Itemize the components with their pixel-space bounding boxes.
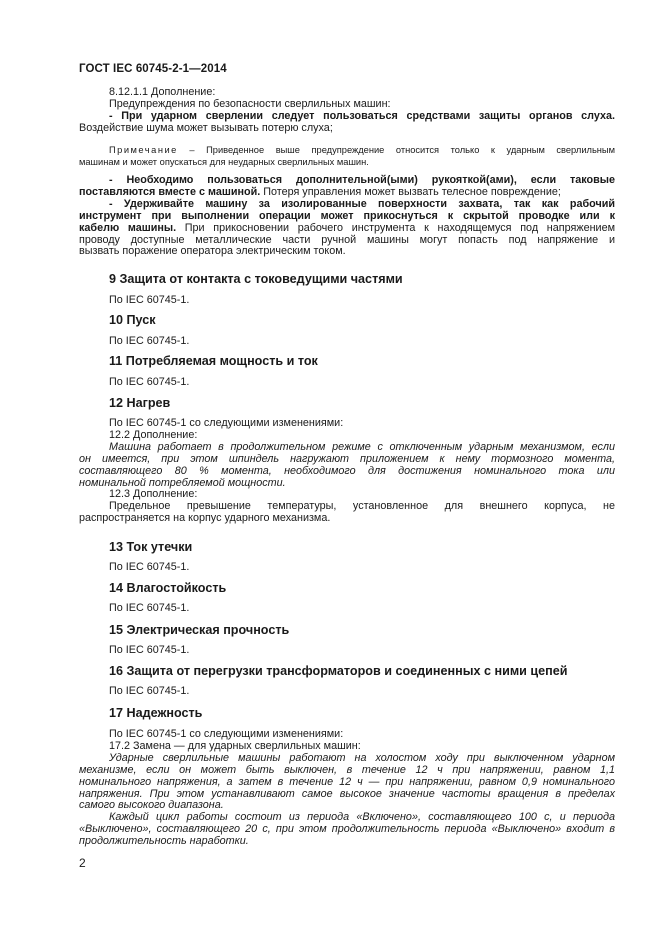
- hearing-warning: - При ударном сверлении следует пользоваться средствами защиты органов слуха.: [109, 109, 615, 122]
- clause-12-2-line-1: Машина работает в продолжительном режиме с отключенным ударным механизмом, если: [109, 440, 615, 453]
- hearing-warning-cont: Воздействие шума может вызывать потерю слуха;: [79, 121, 333, 134]
- clause-17-2-line-2: механизме, если он может быть выключен, в течение 12 ч при напряжении, равном 1,1: [79, 763, 615, 776]
- section-12-title: 12 Нагрев: [109, 396, 171, 410]
- aux-handle-line-1: - Необходимо пользоваться дополнительной(ыми) рукояткой(ами), если таковые: [109, 174, 615, 186]
- clause-8-12-1-1: [79, 87, 615, 135]
- section-16-text: По IEC 60745-1.: [109, 685, 190, 697]
- cycle-line-3: продолжительность наработки.: [79, 835, 249, 848]
- section-12-body: [79, 418, 615, 525]
- insulated-grip-line-1: - Удерживайте машину за изолированные поверхности захвата, так как рабочий: [109, 197, 615, 210]
- note-label: Примечание: [109, 145, 178, 155]
- insulated-grip-line-2: инструмент при выполнении операции может прикоснуться к скрытой проводке или к: [79, 209, 615, 222]
- clause-heading: 8.12.1.1 Дополнение:: [109, 86, 216, 98]
- section-9-text: По IEC 60745-1.: [109, 294, 190, 306]
- standard-header: ГОСТ IEC 60745-2-1—2014: [79, 63, 227, 75]
- note-line-2: машинам и может опускаться для неударных сверлильных машин.: [79, 156, 369, 167]
- warnings-intro: Предупреждения по безопасности сверлильных машин:: [109, 97, 391, 110]
- aux-handle-line-2: поставляются вместе с машиной. Потеря управления может вызвать телесное повреждение;: [79, 185, 561, 198]
- note-block: [79, 145, 615, 168]
- section-15-text: По IEC 60745-1.: [109, 644, 190, 656]
- clause-12-2: 12.2 Дополнение:: [109, 428, 198, 441]
- section-11-text: По IEC 60745-1.: [109, 376, 190, 388]
- handle-warnings: [79, 175, 615, 258]
- clause-12-2-line-3: составляющего 80 % момента, необходимого для достижения номинального тока или: [79, 464, 615, 477]
- clause-12-3-line-2: распространяется на корпус ударного механизма.: [79, 512, 331, 525]
- insulated-grip-line-3: кабелю машины. При прикосновении рабочего инструмента к находящемуся под напряжением: [79, 221, 616, 234]
- clause-17-2-line-5: самого высокого диапазона.: [79, 799, 224, 812]
- section-17-intro: По IEC 60745-1 со следующими изменениями:: [109, 728, 344, 740]
- insulated-grip-line-5: вызвать поражение оператора электрическим током.: [79, 245, 346, 258]
- clause-12-2-line-4: номинальной потребляемой мощности.: [79, 476, 286, 489]
- clause-17-2-line-4: напряжения. При этом устанавливают самое высокое значение частоты вращения в пределах: [79, 787, 615, 800]
- cycle-line-2: «Выключено», составляющего 20 с, при этом продолжительность периода «Выключено» входит в: [79, 823, 615, 836]
- page-number: 2: [79, 856, 86, 870]
- section-9-title: 9 Защита от контакта с токоведущими частями: [109, 272, 403, 286]
- insulated-grip-line-4: проводу доступные металлические части ручной машины могут попасть под напряжение и: [79, 233, 615, 246]
- clause-12-3-line-1: Предельное превышение температуры, установленное для внешнего корпуса, не: [109, 500, 615, 513]
- section-17-title: 17 Надежность: [109, 706, 203, 720]
- clause-17-2: 17.2 Замена — для ударных сверлильных машин:: [109, 739, 361, 752]
- section-10-title: 10 Пуск: [109, 313, 156, 327]
- section-10-text: По IEC 60745-1.: [109, 335, 190, 347]
- section-13-title: 13 Ток утечки: [109, 540, 193, 554]
- section-12-intro: По IEC 60745-1 со следующими изменениями:: [109, 417, 344, 429]
- section-11-title: 11 Потребляемая мощность и ток: [109, 354, 318, 368]
- clause-12-3: 12.3 Дополнение:: [109, 488, 198, 501]
- note-line-1: Примечание – Приведенное выше предупреждение относится только к ударным сверлильным: [109, 145, 615, 155]
- section-17-body: [79, 729, 615, 848]
- section-14-text: По IEC 60745-1.: [109, 602, 190, 614]
- clause-17-2-line-1: Ударные сверлильные машины работают на холостом ходу при выключенном ударном: [109, 751, 615, 764]
- clause-12-2-line-2: он имеется, при этом шпиндель нагружают приложением к нему тормозного момента,: [79, 452, 615, 465]
- clause-17-2-line-3: номинального напряжения, а затем в течение 12 ч — при напряжении, равном 0,9 номинального: [79, 775, 615, 788]
- section-13-text: По IEC 60745-1.: [109, 561, 190, 573]
- section-16-title: 16 Защита от перегрузки трансформаторов и соединенных с ними цепей: [109, 664, 568, 678]
- section-15-title: 15 Электрическая прочность: [109, 623, 290, 637]
- section-14-title: 14 Влагостойкость: [109, 581, 227, 595]
- cycle-line-1: Каждый цикл работы состоит из периода «Включено», составляющего 100 с, и периода: [109, 811, 615, 824]
